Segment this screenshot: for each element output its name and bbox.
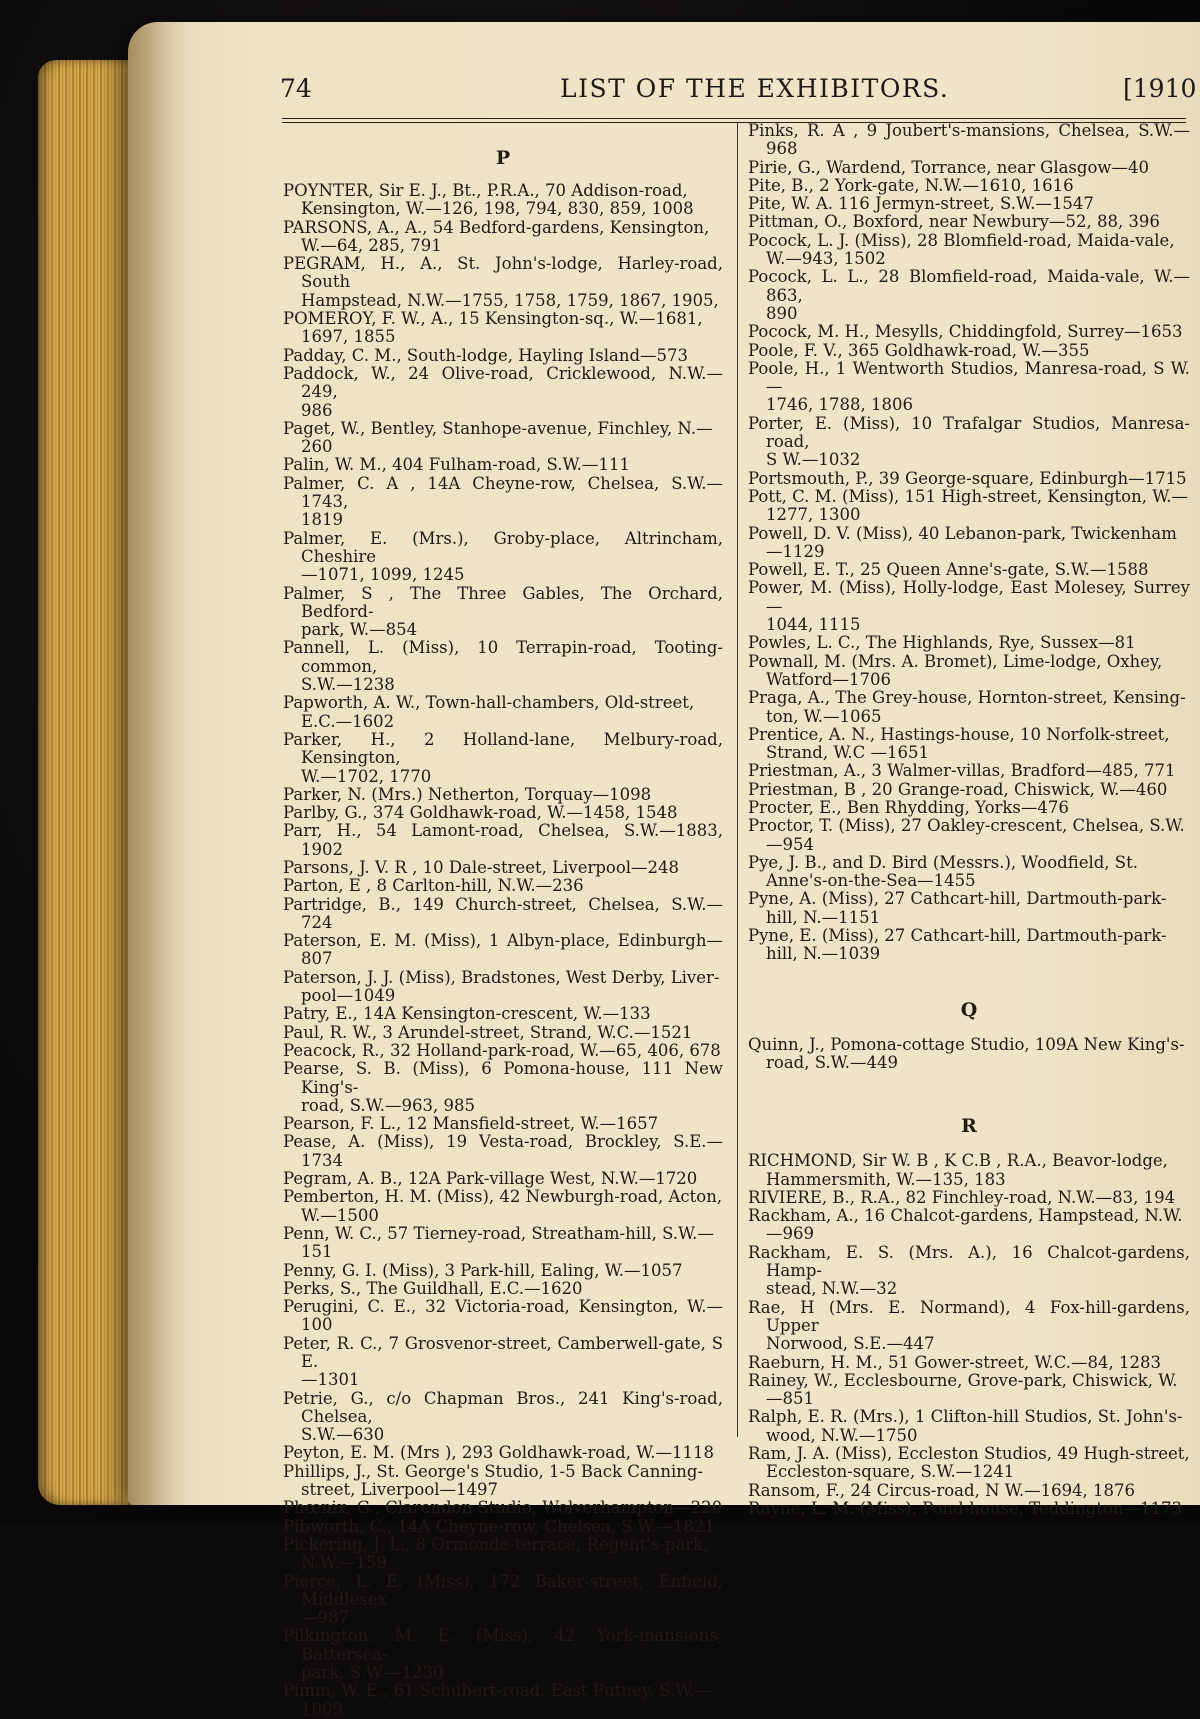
exhibitor-entry: Pownall, M. (Mrs. A. Bromet), Lime-lodge, Oxhey, Watford—1706 <box>748 651 1163 689</box>
page-year: [1910 <box>1123 74 1197 103</box>
exhibitor-entry: Penny, G. I. (Miss), 3 Park-hill, Ealing, W.—1057 <box>283 1260 683 1280</box>
exhibitor-entry: Parker, N. (Mrs.) Netherton, Torquay—1098 <box>283 784 652 804</box>
exhibitor-entry: Priestman, B , 20 Grange-road, Chiswick, W.—460 <box>748 779 1168 799</box>
exhibitor-entry: Parton, E , 8 Carlton-hill, N.W.—236 <box>283 876 584 896</box>
exhibitor-entry: Parlby, G., 374 Goldhawk-road, W.—1458, 1548 <box>283 803 678 823</box>
exhibitor-entry: Pocock, L. L., 28 Blomfield-road, Maida-vale, W.—863, 890 <box>748 267 1190 323</box>
section-heading-r: R <box>961 1115 977 1138</box>
exhibitor-entry: Ralph, E. R. (Mrs.), 1 Clifton-hill Studios, St. John's- wood, N.W.—1750 <box>748 1407 1183 1445</box>
exhibitor-entry: Pearse, S. B. (Miss), 6 Pomona-house, 111 New King's- road, S.W.—963, 985 <box>283 1059 723 1115</box>
exhibitor-entry: Pott, C. M. (Miss), 151 High-street, Kensington, W.— 1277, 1300 <box>748 486 1189 525</box>
page-title: LIST OF THE EXHIBITORS. <box>560 74 950 103</box>
exhibitor-entry: Pyne, A. (Miss), 27 Cathcart-hill, Dartmouth-park- hill, N.—1151 <box>748 889 1167 927</box>
exhibitor-entry: Rackham, A., 16 Chalcot-gardens, Hampstead, N.W. —969 <box>748 1206 1183 1244</box>
exhibitor-entry: Patry, E., 14A Kensington-crescent, W.—133 <box>283 1004 651 1024</box>
exhibitor-entry: Phœnix, G., Clarendon Studio, Wolverhampton—220 <box>283 1498 723 1518</box>
exhibitor-entry: Pierce, L. E. (Miss), 172 Baker-street, Enfield, Middlesex —987 <box>283 1571 723 1628</box>
exhibitor-entry: Pinks, R. A , 9 Joubert's-mansions, Chelsea, S.W.—968 <box>748 121 1190 159</box>
exhibitor-entry: Partridge, B., 149 Church-street, Chelsea, S.W.—724 <box>283 894 723 932</box>
exhibitor-entry: Phillips, J., St. George's Studio, 1-5 Back Canning- street, Liverpool—1497 <box>283 1461 704 1500</box>
exhibitor-entry: Proctor, T. (Miss), 27 Oakley-crescent, Chelsea, S.W. —954 <box>748 816 1185 854</box>
exhibitor-entry: Perugini, C. E., 32 Victoria-road, Kensington, W.—100 <box>283 1297 723 1335</box>
exhibitor-entry: Pimm, W. E., 61 Schubert-road, East Putney, S.W.— 1009 <box>283 1681 712 1719</box>
exhibitor-entry: Parr, H., 54 Lamont-road, Chelsea, S.W.—1883, 1902 <box>283 821 723 859</box>
exhibitor-entry: POMEROY, F. W., A., 15 Kensington-sq., W.—1681, 1697, 1855 <box>283 309 703 347</box>
exhibitor-entry: Porter, E. (Miss), 10 Trafalgar Studios, Manresa-road, S W.—1032 <box>748 413 1190 470</box>
exhibitor-entry: Raeburn, H. M., 51 Gower-street, W.C.—84, 1283 <box>748 1352 1162 1372</box>
exhibitor-entry: Palmer, C. A , 14A Cheyne-row, Chelsea, S.W.—1743, 1819 <box>283 473 723 530</box>
exhibitor-entry: Pearson, F. L., 12 Mansfield-street, W.—1657 <box>283 1114 659 1134</box>
exhibitor-entry: Powles, L. C., The Highlands, Rye, Sussex—81 <box>748 633 1136 653</box>
exhibitor-entry: Padday, C. M., South-lodge, Hayling Island—573 <box>283 345 689 365</box>
right-entry-list-r <box>748 1152 1190 1518</box>
section-heading-p: P <box>495 147 511 169</box>
section-heading-q: Q <box>960 998 978 1021</box>
exhibitor-entry: Rainey, W., Ecclesbourne, Grove-park, Chiswick, W. —851 <box>748 1370 1178 1409</box>
exhibitor-entry: Perks, S., The Guildhall, E.C.—1620 <box>283 1278 583 1298</box>
exhibitor-entry: Pite, W. A. 116 Jermyn-street, S.W.—1547 <box>748 194 1094 214</box>
exhibitor-entry: Palmer, S , The Three Gables, The Orchard, Bedford- park, W.—854 <box>283 583 723 640</box>
exhibitor-entry: Pibworth, C., 14A Cheyne-row, Chelsea, S.W.—1821 <box>283 1516 715 1536</box>
exhibitor-entry: Portsmouth, P., 39 George-square, Edinburgh—1715 <box>748 468 1187 488</box>
right-entry-list-p <box>748 122 1190 964</box>
exhibitor-entry: Power, M. (Miss), Holly-lodge, East Molesey, Surrey— 1044, 1115 <box>748 578 1190 635</box>
exhibitor-entry: Rayne, L. M. (Miss), Pond-house, Teddington—1173 <box>748 1498 1182 1518</box>
page-number: 74 <box>280 74 312 103</box>
exhibitor-entry: Pocock, M. H., Mesylls, Chiddingfold, Surrey—1653 <box>748 322 1183 342</box>
exhibitor-entry: Powell, E. T., 25 Queen Anne's-gate, S.W.—1588 <box>748 560 1149 580</box>
page-header <box>280 74 1200 114</box>
right-column <box>748 122 1190 1518</box>
exhibitor-entry: PARSONS, A., A., 54 Bedford-gardens, Kensington, W.—64, 285, 791 <box>283 217 710 255</box>
left-column <box>283 122 723 1719</box>
exhibitor-entry: Poole, H., 1 Wentworth Studios, Manresa-road, S W.— 1746, 1788, 1806 <box>748 358 1190 415</box>
exhibitor-entry: Petrie, G., c/o Chapman Bros., 241 King's-road, Chelsea, S.W.—630 <box>283 1388 723 1445</box>
exhibitor-entry: Pirie, G., Wardend, Torrance, near Glasgow—40 <box>748 157 1150 177</box>
exhibitor-entry: Pyne, E. (Miss), 27 Cathcart-hill, Dartmouth-park- hill, N.—1039 <box>748 926 1167 964</box>
exhibitor-entry: Procter, E., Ben Rhydding, Yorks—476 <box>748 797 1069 817</box>
exhibitor-entry: Praga, A., The Grey-house, Hornton-street, Kensing- ton, W.—1065 <box>748 688 1186 726</box>
exhibitor-entry: Quinn, J., Pomona-cottage Studio, 109A New King's- road, S.W.—449 <box>748 1034 1185 1072</box>
column-divider <box>737 122 738 1437</box>
exhibitor-entry: Parsons, J. V. R , 10 Dale-street, Liverpool—248 <box>283 857 680 877</box>
exhibitor-entry: Pannell, L. (Miss), 10 Terrapin-road, Tooting-common, S.W.—1238 <box>283 638 723 695</box>
exhibitor-entry: Parker, H., 2 Holland-lane, Melbury-road, Kensington, W.—1702, 1770 <box>283 729 723 786</box>
exhibitor-entry: Powell, D. V. (Miss), 40 Lebanon-park, Twickenham —1129 <box>748 523 1177 561</box>
exhibitor-entry: Pittman, O., Boxford, near Newbury—52, 88, 396 <box>748 212 1160 232</box>
exhibitor-entry: Pegram, A. B., 12A Park-village West, N.W.—1720 <box>283 1169 698 1189</box>
exhibitor-entry: Pite, B., 2 York-gate, N.W.—1610, 1616 <box>748 175 1074 195</box>
exhibitor-entry: Peacock, R., 32 Holland-park-road, W.—65, 406, 678 <box>283 1040 721 1060</box>
exhibitor-entry: Paul, R. W., 3 Arundel-street, Strand, W.C.—1521 <box>283 1022 693 1042</box>
exhibitor-entry: Paterson, E. M. (Miss), 1 Albyn-place, Edinburgh—807 <box>283 931 723 969</box>
exhibitor-entry: Penn, W. C., 57 Tierney-road, Streatham-hill, S.W.— 151 <box>283 1223 714 1262</box>
exhibitor-entry: Rackham, E. S. (Mrs. A.), 16 Chalcot-gardens, Hamp- stead, N.W.—32 <box>748 1242 1190 1299</box>
exhibitor-entry: Poole, F. V., 365 Goldhawk-road, W.—355 <box>748 340 1090 360</box>
exhibitor-entry: Palin, W. M., 404 Fulham-road, S.W.—111 <box>283 455 630 475</box>
exhibitor-entry: Paget, W., Bentley, Stanhope-avenue, Finchley, N.— 260 <box>283 418 713 457</box>
exhibitor-entry: Paterson, J. J. (Miss), Bradstones, West Derby, Liver- pool—1049 <box>283 967 720 1006</box>
exhibitor-entry: POYNTER, Sir E. J., Bt., P.R.A., 70 Addison-road, Kensington, W.—126, 198, 794, 830, 859, 1008 <box>283 181 694 219</box>
right-entry-list-q <box>748 1036 1190 1073</box>
exhibitor-entry: RICHMOND, Sir W. B , K C.B , R.A., Beavor-lodge, Hammersmith, W.—135, 183 <box>748 1151 1168 1189</box>
exhibitor-entry: Peter, R. C., 7 Grosvenor-street, Camberwell-gate, S E. —1301 <box>283 1333 723 1390</box>
exhibitor-entry: Rae, H (Mrs. E. Normand), 4 Fox-hill-gardens, Upper Norwood, S.E.—447 <box>748 1297 1190 1354</box>
exhibitor-entry: Pickering, J. L., 8 Ormonde-terrace, Regent's-park, N.W.—159 <box>283 1534 709 1573</box>
exhibitor-entry: Pilkington, M. E. (Miss), 42 York-mansions, Battersea- park, S.W.—1230 <box>283 1626 723 1683</box>
exhibitor-entry: Pye, J. B., and D. Bird (Messrs.), Woodfield, St. Anne's-on-the-Sea—1455 <box>748 852 1138 891</box>
exhibitor-entry: RIVIERE, B., R.A., 82 Finchley-road, N.W.—83, 194 <box>748 1187 1176 1207</box>
book-page-edges <box>38 60 138 1505</box>
exhibitor-entry: Pocock, L. J. (Miss), 28 Blomfield-road, Maida-vale, W.—943, 1502 <box>748 230 1175 269</box>
exhibitor-entry: PEGRAM, H., A., St. John's-lodge, Harley-road, South Hampstead, N.W.—1755, 1758, 1759, 1867, 1905, <box>283 254 723 310</box>
exhibitor-entry: Peyton, E. M. (Mrs ), 293 Goldhawk-road, W.—1118 <box>283 1443 714 1463</box>
left-entry-list <box>283 182 723 1719</box>
exhibitor-entry: Priestman, A., 3 Walmer-villas, Bradford—485, 771 <box>748 761 1176 781</box>
exhibitor-entry: Prentice, A. N., Hastings-house, 10 Norfolk-street, Strand, W.C —1651 <box>748 724 1170 763</box>
exhibitor-entry: Ram, J. A. (Miss), Eccleston Studios, 49 Hugh-street, Eccleston-square, S.W.—1241 <box>748 1444 1190 1482</box>
exhibitor-entry: Papworth, A. W., Town-hall-chambers, Old-street, E.C.—1602 <box>283 693 695 731</box>
exhibitor-entry: Palmer, E. (Mrs.), Groby-place, Altrincham, Cheshire —1071, 1099, 1245 <box>283 528 723 585</box>
exhibitor-entry: Ransom, F., 24 Circus-road, N W.—1694, 1876 <box>748 1480 1136 1500</box>
exhibitor-entry: Paddock, W., 24 Olive-road, Cricklewood, N.W.—249, 986 <box>283 363 723 420</box>
exhibitor-entry: Pease, A. (Miss), 19 Vesta-road, Brockley, S.E.—1734 <box>283 1132 723 1170</box>
exhibitor-entry: Pemberton, H. M. (Miss), 42 Newburgh-road, Acton, W.—1500 <box>283 1187 723 1225</box>
